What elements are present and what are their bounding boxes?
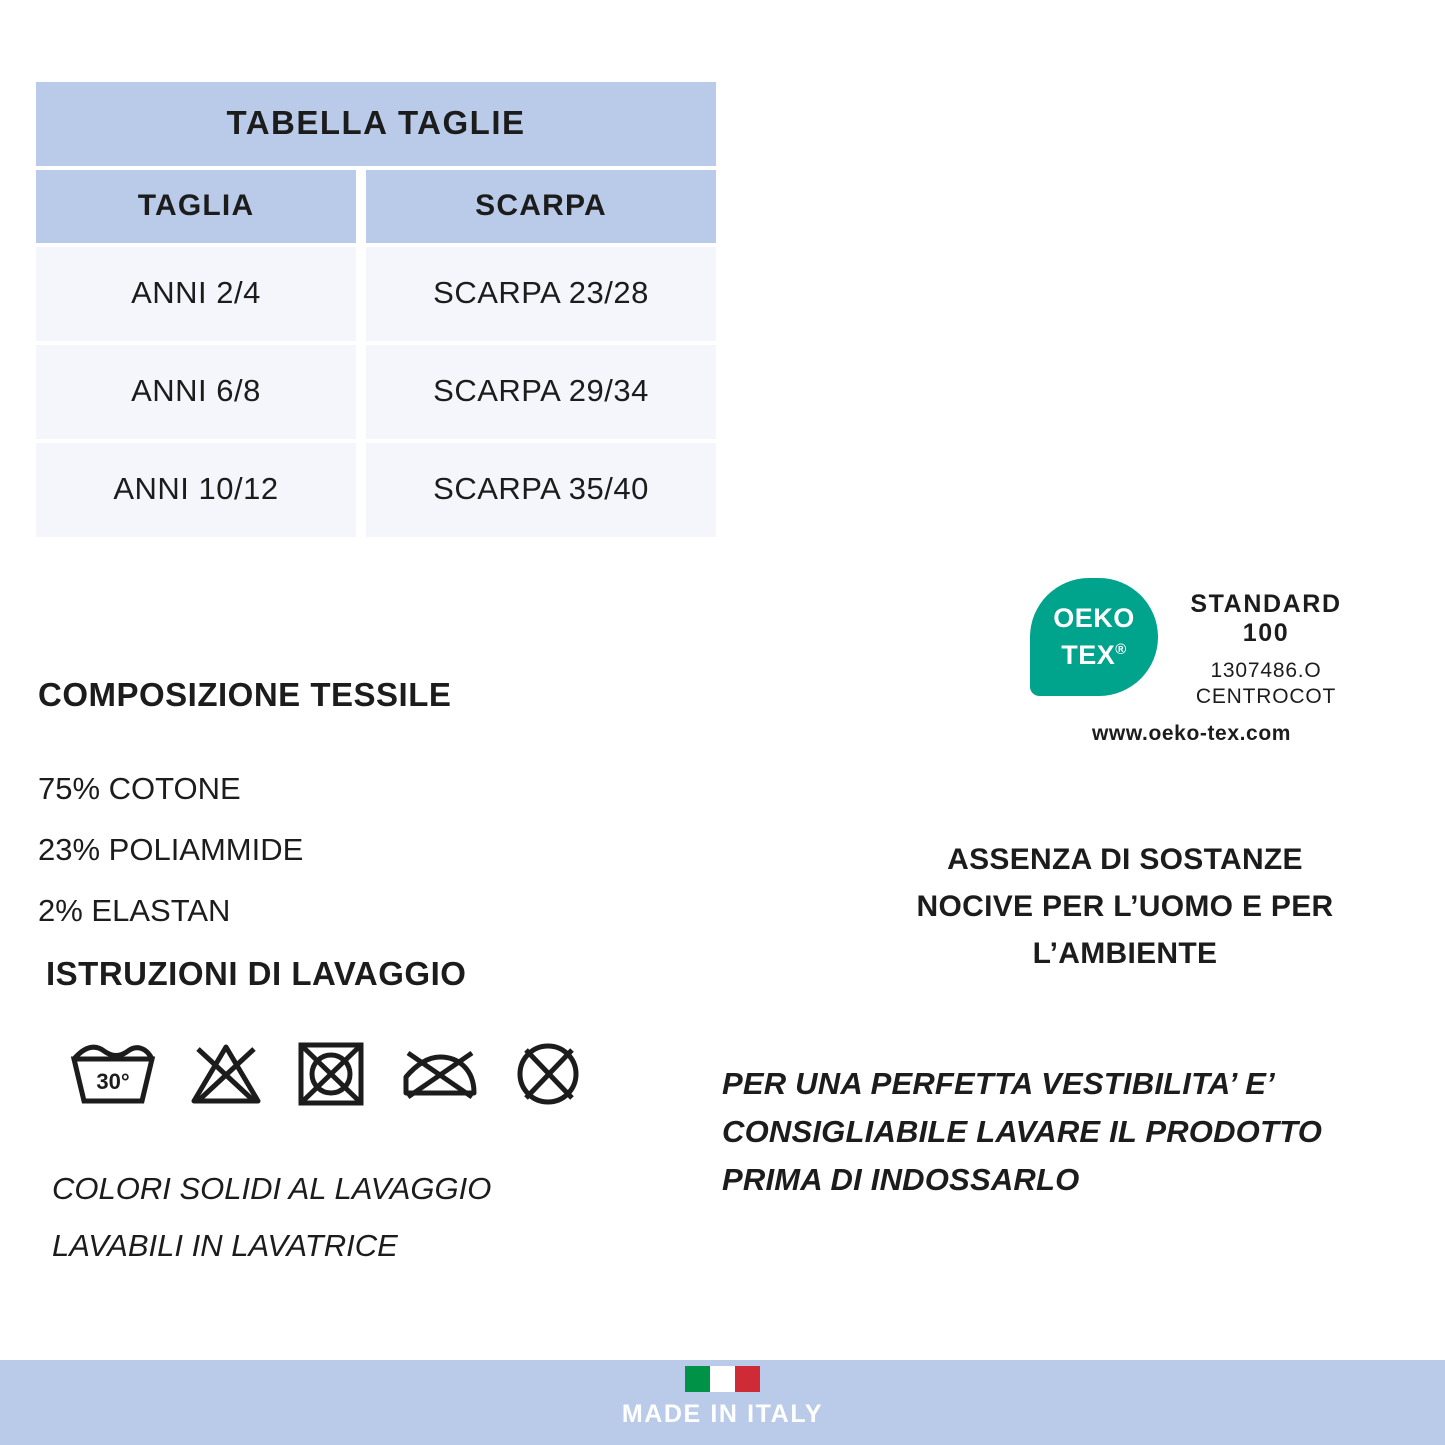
size-chart-table: [36, 78, 716, 541]
oeko-certificate-info: 1307486.O CENTROCOT: [1195, 659, 1337, 708]
washing-notes: [52, 1160, 491, 1274]
oeko-logo-line1: OEKO: [1053, 603, 1135, 633]
oeko-tex-url: www.oeko-tex.com: [1092, 722, 1292, 745]
svg-text:30°: 30°: [96, 1069, 130, 1094]
size-chart-header-row: [36, 170, 716, 243]
no-bleach-icon: [190, 1041, 262, 1107]
washing-advice-note: PER UNA PERFETTA VESTIBILITA’ E’ CONSIGLIABILE LAVARE IL PRODOTTO PRIMA DI INDOSSARLO: [722, 1066, 1323, 1197]
italian-flag-icon: [685, 1366, 761, 1392]
oeko-logo-line2: TEX®: [1061, 640, 1127, 670]
no-tumble-dry-icon: [296, 1040, 366, 1108]
oeko-standard-label: STANDARD 100: [1190, 590, 1342, 647]
column-gap: [356, 247, 366, 341]
column-header-scarpa: SCARPA: [366, 170, 716, 243]
composition-item: 2% ELASTAN: [38, 893, 231, 928]
composition-heading: COMPOSIZIONE TESSILE: [38, 676, 452, 713]
cell-taglia: ANNI 6/8: [36, 345, 356, 439]
washing-symbols: [70, 1040, 582, 1108]
washing-note: COLORI SOLIDI AL LAVAGGIO: [52, 1171, 492, 1206]
size-chart-title: TABELLA TAGLIE: [36, 82, 716, 166]
footer-bar: [0, 1360, 1445, 1445]
registered-mark: ®: [1115, 641, 1127, 658]
table-row: [36, 443, 716, 537]
made-in-italy-label: MADE IN ITALY: [621, 1400, 824, 1428]
cell-taglia: ANNI 10/12: [36, 443, 356, 537]
cell-scarpa: SCARPA 29/34: [366, 345, 716, 439]
harmful-substances-note: ASSENZA DI SOSTANZE NOCIVE PER L’UOMO E PER L’AMBIENTE: [916, 843, 1334, 970]
table-row: [36, 247, 716, 341]
oeko-tex-badge: [1030, 578, 1360, 746]
column-gap: [356, 443, 366, 537]
column-gap: [356, 345, 366, 439]
cell-scarpa: SCARPA 23/28: [366, 247, 716, 341]
composition-list: [38, 758, 303, 941]
column-header-taglia: TAGLIA: [36, 170, 356, 243]
washing-instructions-heading: ISTRUZIONI DI LAVAGGIO: [46, 955, 467, 992]
no-iron-icon: [400, 1043, 480, 1105]
composition-item: 75% COTONE: [38, 771, 241, 806]
composition-item: 23% POLIAMMIDE: [38, 832, 304, 867]
column-gap: [356, 170, 366, 243]
cell-taglia: ANNI 2/4: [36, 247, 356, 341]
table-row: [36, 345, 716, 439]
oeko-tex-logo-icon: [1030, 578, 1158, 696]
cell-scarpa: SCARPA 35/40: [366, 443, 716, 537]
wash-30-icon: [70, 1041, 156, 1107]
size-chart-title-row: [36, 82, 716, 166]
washing-note: LAVABILI IN LAVATRICE: [52, 1228, 398, 1263]
no-dry-clean-icon: [514, 1040, 582, 1108]
